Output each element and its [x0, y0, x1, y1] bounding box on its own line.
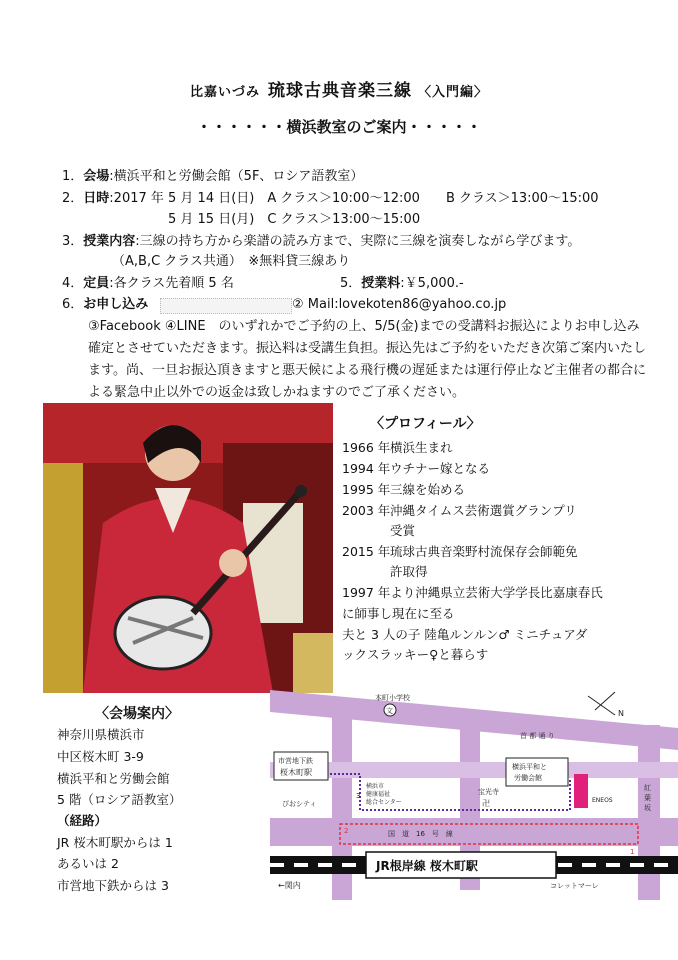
profile-extra: に師事し現在に至る — [342, 606, 455, 621]
collet-label: コレットマーレ — [550, 882, 599, 890]
item-capacity — [62, 275, 234, 293]
item-number: 4． — [62, 276, 84, 291]
item-number: 2． — [62, 191, 84, 206]
item-datetime — [62, 190, 599, 208]
venue-route-title: （経路） — [57, 813, 108, 828]
hall-label-1: 横浜平和と — [512, 763, 547, 771]
road-route16 — [270, 818, 678, 846]
item-label: 授業料 — [361, 276, 401, 291]
item-label: 日時 — [83, 191, 110, 206]
hall-label-2: 労働会館 — [514, 774, 542, 782]
portrait-photo — [43, 403, 333, 693]
profile-text: ウチナー嫁となる — [390, 461, 491, 476]
item-label: 授業内容 — [83, 234, 136, 249]
kouyou-label-3: 坂 — [644, 804, 651, 812]
profile-text: 琉球古典音楽野村流保存会師範免 — [390, 544, 578, 559]
venue-line: 中区桜木町 3-9 — [57, 749, 144, 764]
apply-paragraph: ③Facebook ④LINE のいずれかでご予約の上、5/5(金)までの受講料お振込によりお申し込み確定とさせていただきます。振込料は受講生負担。振込先はご予約をいただき次第ご案内いたします。尚、一旦お振込頂きますと悪天候による飛行機の遅延または運行停止など主催者の都合による緊急中止以外での返金は致しかねますのでご了承ください。 — [88, 319, 646, 400]
profile-title: 〈プロフィール〉 — [370, 416, 481, 432]
school-label: 本町小学校 — [375, 694, 410, 702]
temple-icon: 卍 — [482, 799, 490, 808]
health-center-label-3: 総合センター — [366, 799, 402, 806]
temple-label: 宝光寺 — [478, 788, 499, 796]
item-text: :各クラス先着順 5 名 — [109, 276, 234, 291]
item-label: お申し込み — [83, 297, 149, 312]
title-main: 琉球古典音楽三線 — [268, 81, 412, 101]
kannai-label: ←関内 — [278, 881, 301, 890]
profile-extra: 1997 年より沖縄県立芸術大学学長比嘉康春氏 — [342, 585, 603, 600]
north-label: N — [618, 709, 624, 718]
eneos-label: ENEOS — [592, 797, 613, 804]
profile-extra: 夫と 3 人の子 陸亀ルンルン♂ ミニチュアダ — [342, 627, 588, 642]
map-svg — [270, 690, 678, 900]
route16-label: 国 道 16 号 線 — [388, 830, 453, 838]
route-number-3: 3 — [356, 792, 361, 800]
road-middle — [270, 762, 678, 778]
route-number-2: 2 — [344, 827, 349, 835]
item-fee — [340, 275, 464, 293]
profile-entry — [342, 438, 453, 456]
venue-line: 神奈川県横浜市 — [57, 727, 145, 742]
item-number: 6． — [62, 297, 84, 312]
profile-text: 三線を始める — [390, 482, 466, 497]
item-number: 1． — [62, 169, 84, 184]
profile-text: 横浜生まれ — [390, 440, 453, 455]
profile-text: 沖縄タイムス芸術選賞グランプリ — [390, 503, 577, 518]
item-content — [62, 233, 580, 251]
page-title — [0, 76, 678, 101]
profile-text: 受賞 — [390, 523, 416, 538]
venue-line: 横浜平和と労働会館 — [57, 771, 170, 786]
item-datetime-line2: 5 月 15 日(月) C クラス＞13:00～15:00 — [168, 212, 421, 227]
profile-entry — [342, 480, 465, 498]
profile-entry — [342, 542, 578, 560]
item-text: :三線の持ち方から楽譜の読み方まで、実際に三線を演奏しながら学びます。 — [135, 234, 581, 249]
item-content-line2: （A,B,C クラス共通） ※無料貸三線あり — [112, 254, 351, 269]
subtitle: ・・・・・・横浜教室のご案内・・・・・ — [196, 118, 482, 136]
portrait-illustration — [43, 403, 333, 693]
pia-city-label: ぴおシティ — [282, 800, 317, 808]
title-suffix: 〈入門編〉 — [418, 85, 489, 100]
venue-title: 〈会場案内〉 — [95, 706, 179, 722]
north-arrow-cross — [595, 692, 615, 710]
item-text: :横浜平和と労働会館（5F、ロシア語教室） — [109, 169, 364, 184]
item-apply — [62, 296, 148, 314]
item-venue — [62, 168, 363, 186]
profile-year: 1966 年 — [342, 440, 391, 455]
item-label: 会場 — [83, 169, 110, 184]
redacted-field — [160, 298, 292, 314]
profile-year: 2003 年 — [342, 503, 391, 518]
profile-entry — [342, 501, 577, 519]
venue-line: 市営地下鉄からは 3 — [57, 878, 169, 893]
health-center-label-2: 健康福祉 — [366, 791, 391, 798]
kouyou-label-1: 紅 — [644, 784, 651, 792]
school-mark: 文 — [386, 707, 393, 715]
venue-line: あるいは 2 — [57, 856, 119, 871]
item-text: :2017 年 5 月 14 日(日) A クラス＞10:00～12:00 B クラス＞13:00～15:00 — [109, 191, 599, 206]
profile-year: 1995 年 — [342, 482, 391, 497]
item-label: 定員 — [83, 276, 110, 291]
profile-text: 許取得 — [390, 564, 428, 579]
jr-station-label: JR根岸線 桜木町駅 — [376, 859, 478, 873]
item-text: :￥5,000.- — [400, 276, 464, 291]
profile-entry — [342, 562, 428, 580]
access-map — [270, 690, 678, 900]
hall-location-marker — [574, 774, 588, 808]
profile-entry — [342, 521, 415, 539]
apply-mail: ② Mail:lovekoten86@yahoo.co.jp — [292, 297, 507, 312]
item-number: 5． — [340, 276, 362, 291]
subway-label: 市営地下鉄 — [278, 757, 313, 765]
profile-year: 1994 年 — [342, 461, 391, 476]
route-number-1: 1 — [630, 848, 635, 856]
north-arrow-icon — [588, 696, 615, 715]
venue-line: JR 桜木町駅からは 1 — [57, 835, 173, 850]
profile-year: 2015 年 — [342, 544, 391, 559]
item-number: 3． — [62, 234, 84, 249]
profile-extra: ックスラッキー♀と暮らす — [342, 647, 489, 662]
road-shuto-label: 首 都 通 り — [520, 732, 555, 740]
kouyou-label-2: 葉 — [644, 794, 651, 802]
title-prefix: 比嘉いづみ — [189, 85, 260, 100]
venue-line: 5 階（ロシア語教室） — [57, 792, 182, 807]
subway-station-label: 桜木町駅 — [280, 768, 312, 777]
health-center-label-1: 横浜市 — [366, 783, 385, 790]
profile-entry — [342, 459, 490, 477]
